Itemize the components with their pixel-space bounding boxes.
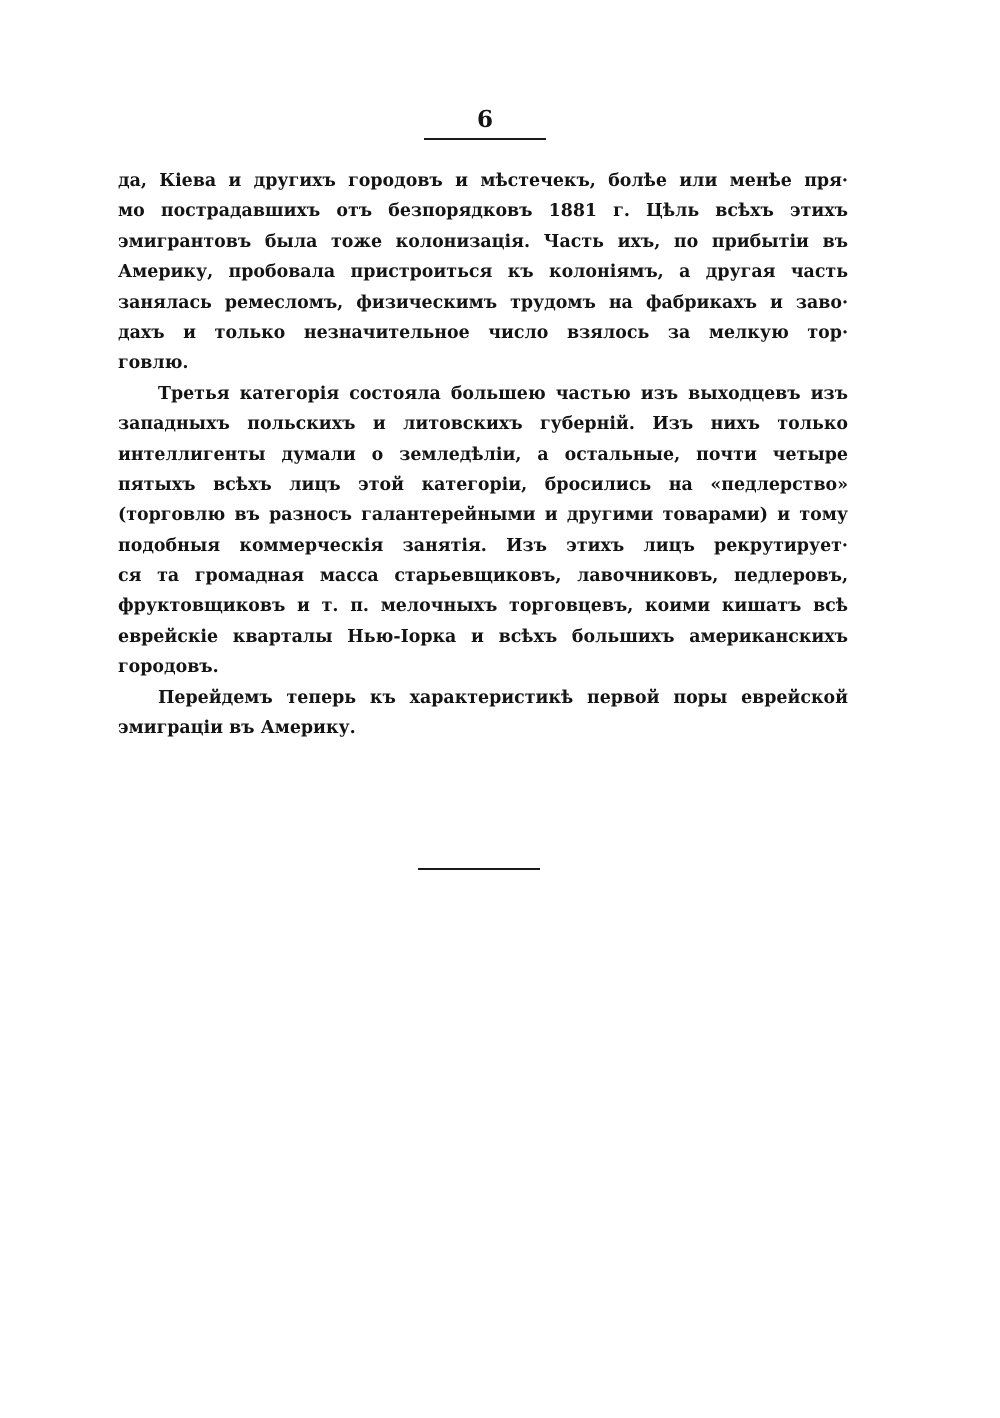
text-line: эмиграціи въ Америку. — [118, 718, 356, 739]
text-line: пятыхъ всѣхъ лицъ этой категоріи, бросились на «педлерство» — [118, 474, 848, 495]
closing-rule — [418, 868, 540, 870]
text-line: занялась ремесломъ, физическимъ трудомъ на фабрикахъ и заво· — [118, 292, 848, 313]
text-line: интеллигенты думали о земледѣліи, а остальные, почти четыре — [118, 444, 848, 465]
text-line: Америку, пробовала пристроиться къ колоніямъ, а другая часть — [118, 262, 848, 283]
text-line: подобныя коммерческія занятія. Изъ этихъ лицъ рекрутирует· — [118, 535, 848, 556]
text-line: да, Кіева и другихъ городовъ и мѣстечекъ, болѣе или менѣе пря· — [118, 171, 848, 191]
text-line: городовъ. — [118, 657, 219, 678]
text-line: еврейскіе кварталы Нью-Іорка и всѣхъ большихъ американскихъ — [118, 626, 848, 647]
page-number: 6 — [476, 106, 493, 133]
text-line: говлю. — [118, 353, 189, 374]
text-line: Третья категорія состояла большею частью изъ выходцевъ изъ — [158, 383, 848, 404]
text-line: ся та громадная масса старьевщиковъ, лавочниковъ, педлеровъ, — [118, 566, 848, 587]
text-line: фруктовщиковъ и т. п. мелочныхъ торговцевъ, коими кишатъ всѣ — [118, 596, 848, 617]
paragraph — [118, 379, 848, 683]
paragraph — [118, 166, 848, 379]
body-text — [118, 166, 848, 743]
text-line: (торговлю въ разносъ галантерейными и другими товарами) и тому — [118, 505, 848, 526]
text-line: западныхъ польскихъ и литовскихъ губерній. Изъ нихъ только — [118, 414, 848, 435]
text-line: мо пострадавшихъ отъ безпорядковъ 1881 г. Цѣль всѣхъ этихъ — [118, 201, 848, 222]
text-line: дахъ и только незначительное число взялось за мелкую тор· — [118, 322, 848, 343]
header-rule — [424, 138, 546, 140]
text-line: эмигрантовъ была тоже колонизація. Часть ихъ, по прибытіи въ — [118, 231, 848, 252]
text-line: Перейдемъ теперь къ характеристикѣ первой поры еврейской — [158, 687, 848, 708]
paragraph — [118, 683, 848, 744]
